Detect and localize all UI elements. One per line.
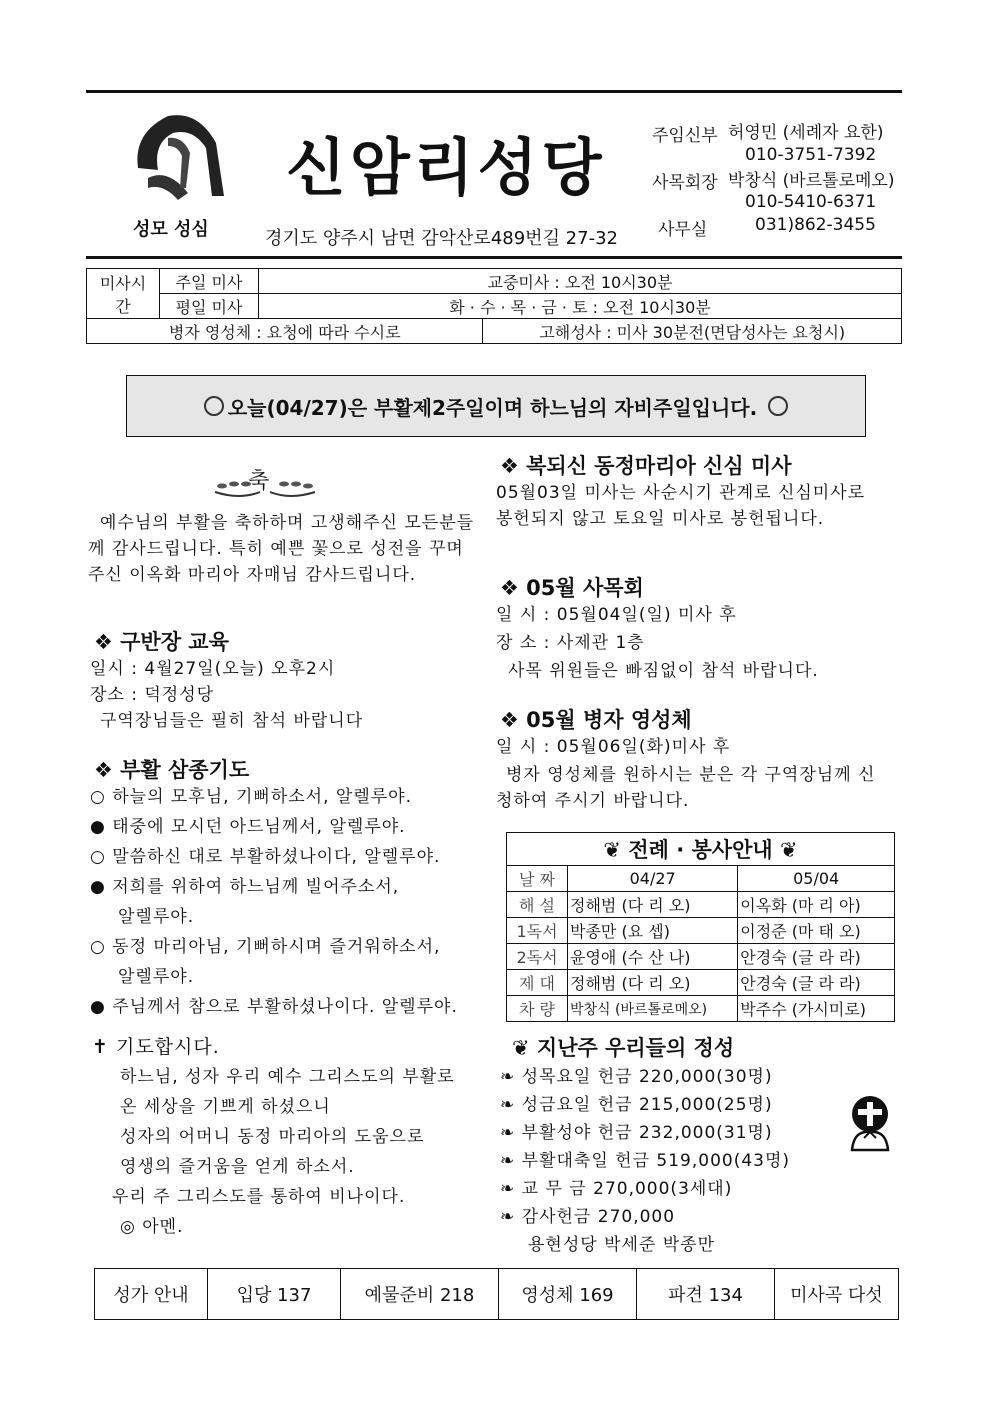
service-header-week2: 05/04 <box>738 866 895 892</box>
edu-date: 일시 : 4월27일(오늘) 오후2시 <box>90 659 336 679</box>
prayer-line: 알렐루야. <box>118 967 195 987</box>
pray-line: 성자의 어머니 동정 마리아의 도움으로 <box>120 1127 425 1147</box>
today-banner <box>126 375 866 437</box>
council-note: 사목 위원들은 빠짐없이 참석 바랍니다. <box>508 661 819 681</box>
service-cell: 박종만 (요 셉) <box>568 918 738 944</box>
banner-text: 오늘(04/27)은 부활제2주일이며 하느님의 자비주일입니다. <box>227 396 758 420</box>
service-role: 제 대 <box>507 970 568 996</box>
service-cell: 이정준 (마 태 오) <box>738 918 895 944</box>
council-name: 박창식 (바르톨로메오) <box>728 171 895 191</box>
offering-text: 감사헌금 270,000 <box>521 1207 676 1227</box>
parish-logo <box>128 108 228 208</box>
top-rule <box>86 90 902 93</box>
edu-title: 구반장 교육 <box>120 630 229 654</box>
office-role: 사무실 <box>658 220 708 240</box>
parish-address: 경기도 양주시 남면 감악산로489번길 27-32 <box>265 228 618 249</box>
parish-title: 신암리성당 <box>286 131 606 204</box>
offering-line: ❧ 감사헌금 270,000 <box>500 1207 676 1227</box>
mass-time-label: 미사시간 <box>87 269 160 319</box>
council-phone: 010-5410-6371 <box>745 192 877 212</box>
prayer-line: ○ 하늘의 모후님, 기뻐하소서, 알렐루야. <box>90 787 412 807</box>
hymn-label: 성가 안내 <box>95 1269 208 1320</box>
prayer-line: ○ 동정 마리아님, 기뻐하시며 즐거워하소서, <box>90 937 441 957</box>
service-table <box>506 832 895 1022</box>
motto: 성모 성심 <box>133 219 209 240</box>
pray-line: 온 세상을 기쁘게 하셨으니 <box>120 1097 331 1117</box>
header-rule <box>86 256 902 259</box>
pray-title: ✝ 기도합시다. <box>92 1036 220 1058</box>
hymn-entrance: 입당 137 <box>208 1269 341 1320</box>
service-cell: 정해범 (다 리 오) <box>568 892 738 918</box>
sick-title: 05월 병자 영성체 <box>526 708 692 732</box>
congrats-title: 축 <box>248 469 270 494</box>
sick-communion-info: 병자 영성체 : 요청에 따라 수시로 <box>87 319 483 344</box>
edu-note: 구역장님들은 필히 참석 바랍니다 <box>100 711 364 731</box>
offering-heading: ❦ 지난주 우리들의 정성 <box>512 1036 735 1060</box>
prayer-title: 부활 삼종기도 <box>120 758 250 782</box>
prayer-line: ○ 말씀하신 대로 부활하셨나이다, 알렐루야. <box>90 847 441 867</box>
offering-line: ❧ 부활대축일 헌금 519,000(43명) <box>500 1151 791 1171</box>
mary-title: 복되신 동정마리아 신심 미사 <box>526 454 792 478</box>
council-title: 05월 사목회 <box>526 576 644 600</box>
prayer-heading: ❖ 부활 삼종기도 <box>94 758 250 782</box>
service-role: 차 량 <box>507 996 568 1022</box>
hymn-communion: 영성체 169 <box>499 1269 637 1320</box>
offering-text: 부활대축일 헌금 519,000(43명) <box>521 1151 791 1171</box>
offering-text: 성금요일 헌금 215,000(25명) <box>521 1095 773 1115</box>
service-role: 1독서 <box>507 918 568 944</box>
sick-text: 병자 영성체를 원하시는 분은 각 구역장님께 신청하여 주시기 바랍니다. <box>496 765 876 811</box>
edu-place: 장소 : 덕정성당 <box>90 685 215 705</box>
weekday-mass-label: 평일 미사 <box>160 294 259 319</box>
congrats-text: 예수님의 부활을 축하하며 고생해주신 모든분들께 감사드립니다. 특히 예쁜 꽃으로 성전을 꾸며주신 이옥화 마리아 자매님 감사드립니다. <box>88 513 475 585</box>
hymn-table <box>94 1268 899 1320</box>
hymn-offertory: 예물준비 218 <box>341 1269 499 1320</box>
prayer-line: 알렐루야. <box>118 907 195 927</box>
service-cell: 박주수 (가시미로) <box>738 996 895 1022</box>
council-heading: ❖ 05월 사목회 <box>500 576 644 600</box>
service-cell: 박창식 (바르톨로메오) <box>568 996 738 1022</box>
service-cell: 윤영애 (수 산 나) <box>568 944 738 970</box>
pastor-name: 허영민 (세례자 요한) <box>728 123 884 143</box>
service-cell: 이옥화 (마 리 아) <box>738 892 895 918</box>
emblem-icon <box>768 396 788 416</box>
service-role: 2독서 <box>507 944 568 970</box>
service-header-date: 날 짜 <box>507 866 568 892</box>
hymn-mass-setting: 미사곡 다섯 <box>775 1269 899 1320</box>
edu-heading: ❖ 구반장 교육 <box>94 630 229 654</box>
offering-line: ❧ 성금요일 헌금 215,000(25명) <box>500 1095 773 1115</box>
sick-heading: ❖ 05월 병자 영성체 <box>500 708 692 732</box>
council-date: 일 시 : 05월04일(일) 미사 후 <box>496 605 737 625</box>
offering-text: 부활성야 헌금 232,000(31명) <box>521 1123 773 1143</box>
offering-line: ❧ 교 무 금 270,000(3세대) <box>500 1179 733 1199</box>
office-phone: 031)862-3455 <box>755 215 876 235</box>
weekday-mass-value: 화 · 수 · 목 · 금 · 토 : 오전 10시30분 <box>259 294 902 319</box>
council-role: 사목회장 <box>652 173 718 193</box>
offering-line: ❧ 부활성야 헌금 232,000(31명) <box>500 1123 773 1143</box>
service-cell: 안경숙 (글 라 라) <box>738 970 895 996</box>
service-title-cell: ❦ 전례 · 봉사안내 ❦ <box>507 833 895 866</box>
offering-title: 지난주 우리들의 정성 <box>536 1036 735 1060</box>
praying-figure-icon <box>844 1094 896 1152</box>
service-header-week1: 04/27 <box>568 866 738 892</box>
sunday-mass-label: 주일 미사 <box>160 269 259 294</box>
service-cell: 정해범 (다 리 오) <box>568 970 738 996</box>
mass-schedule-table <box>86 268 902 344</box>
confession-info: 고해성사 : 미사 30분전(면담성사는 요청시) <box>483 319 902 344</box>
sick-date: 일 시 : 05월06일(화)미사 후 <box>496 737 731 757</box>
mary-heading: ❖ 복되신 동정마리아 신심 미사 <box>500 454 792 478</box>
offering-extra: 용현성당 박세준 박종만 <box>528 1235 716 1255</box>
service-title: 전례 · 봉사안내 <box>628 838 773 862</box>
prayer-line: ● 주님께서 참으로 부활하셨나이다. 알렐루야. <box>90 997 458 1017</box>
emblem-icon <box>204 396 224 416</box>
pray-line: 우리 주 그리스도를 통하여 비나이다. <box>112 1187 406 1207</box>
offering-text: 성목요일 헌금 220,000(30명) <box>521 1067 773 1087</box>
service-cell: 안경숙 (글 라 라) <box>738 944 895 970</box>
mary-text: 05월03일 미사는 사순시기 관계로 신심미사로 봉헌되지 않고 토요일 미사로 봉헌됩니다. <box>496 483 866 529</box>
pastor-role: 주임신부 <box>652 126 718 146</box>
service-role: 해 설 <box>507 892 568 918</box>
hymn-recessional: 파견 134 <box>637 1269 775 1320</box>
prayer-line: ● 저희를 위하여 하느님께 빌어주소서, <box>90 877 400 897</box>
pray-line: ◎ 아멘. <box>120 1217 184 1237</box>
prayer-line: ● 태중에 모시던 아드님께서, 알렐루야. <box>90 817 406 837</box>
pray-line: 영생의 즐거움을 얻게 하소서. <box>120 1157 355 1177</box>
council-place: 장 소 : 사제관 1층 <box>496 633 645 653</box>
pastor-phone: 010-3751-7392 <box>745 145 877 165</box>
offering-line: ❧ 성목요일 헌금 220,000(30명) <box>500 1067 773 1087</box>
offering-text: 교 무 금 270,000(3세대) <box>521 1179 733 1199</box>
pray-line: 하느님, 성자 우리 예수 그리스도의 부활로 <box>120 1067 455 1087</box>
sunday-mass-value: 교중미사 : 오전 10시30분 <box>259 269 902 294</box>
